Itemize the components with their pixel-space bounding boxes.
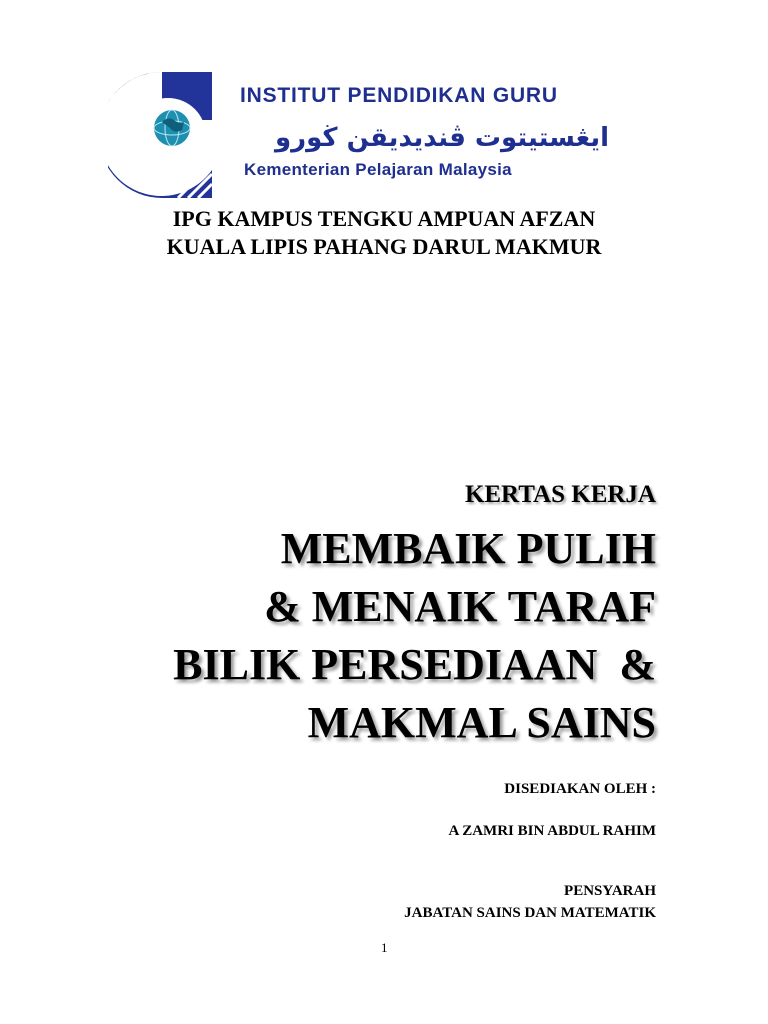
logo-ministry-text: Kementerian Pelajaran Malaysia — [244, 160, 512, 179]
author-department: JABATAN SAINS DAN MATEMATIK — [404, 905, 656, 921]
page-number: 1 — [381, 940, 388, 955]
emblem-text: iPG — [128, 134, 160, 154]
campus-line-1: IPG KAMPUS TENGKU AMPUAN AFZAN — [172, 206, 596, 231]
institution-logo — [108, 70, 648, 198]
svg-text:ايڠستيتوت ڤنديديقن ڬورو: ايڠستيتوت ڤنديديقن ڬورو — [274, 123, 610, 153]
logo-jawi-text — [240, 116, 644, 156]
prepared-by-label: DISEDIAKAN OLEH : — [504, 781, 656, 797]
campus-name — [0, 205, 768, 261]
title-line-3: BILIK PERSEDIAAN & — [173, 640, 656, 689]
title-line-4: MAKMAL SAINS — [307, 698, 656, 747]
campus-line-2: KUALA LIPIS PAHANG DARUL MAKMUR — [166, 234, 602, 259]
globe-icon — [154, 110, 190, 146]
ipg-emblem-icon — [108, 70, 216, 198]
author-name: A ZAMRI BIN ABDUL RAHIM — [448, 823, 656, 839]
title-line-2: & MENAIK TARAF — [264, 582, 656, 631]
author-role: PENSYARAH — [564, 883, 656, 899]
logo-title-text: INSTITUT PENDIDIKAN GURU — [240, 84, 558, 107]
title-line-1: MEMBAIK PULIH — [280, 524, 656, 573]
author-position — [404, 880, 656, 924]
document-type: KERTAS KERJA — [464, 481, 656, 508]
document-title — [173, 520, 656, 752]
